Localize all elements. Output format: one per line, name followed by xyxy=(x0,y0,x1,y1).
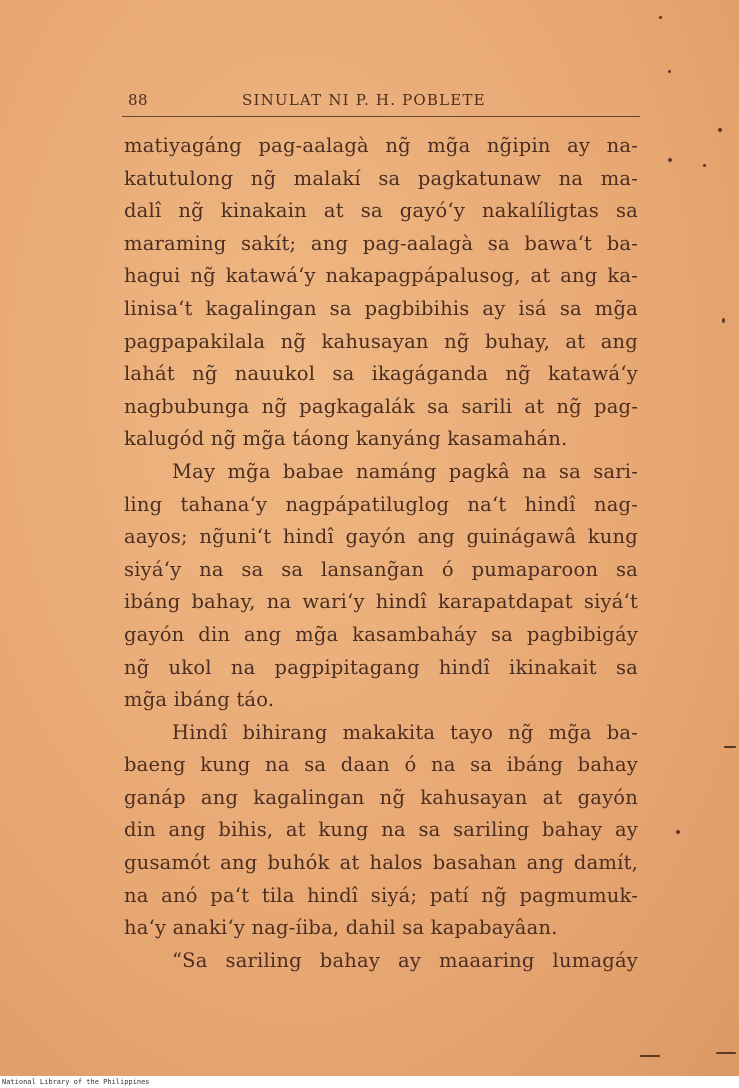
text-line: dalî ng̃ kinakain at sa gayó‘y nakalíligtas sa xyxy=(124,199,638,223)
text-line: linisa‘t kagalingan sa pagbibihis ay isá sa mg̃a xyxy=(124,296,638,320)
text-line: matiyagáng pag-aalagà ng̃ mg̃a ng̃ipin ay na- xyxy=(124,134,638,157)
text-line: ling tahana‘y nagpápatiluglog na‘t hindî nag- xyxy=(124,492,638,516)
text-line: pagpapakilala ng̃ kahusayan ng̃ buhay, at ang xyxy=(124,329,638,353)
page-number: 88 xyxy=(128,91,149,109)
text-line: “Sa sariling bahay ay maaaring lumagáy xyxy=(172,948,638,972)
paper-speck xyxy=(722,318,725,323)
text-line: hagui ng̃ katawá‘y nakapagpápalusog, at ang ka- xyxy=(124,264,638,288)
text-line: ng̃ ukol na pagpipitagang hindî ikinakait sa xyxy=(124,655,638,679)
body-text xyxy=(124,130,638,977)
paper-speck xyxy=(676,830,680,834)
text-line: siyá‘y na sa sa lansang̃an ó pumaparoon sa xyxy=(124,557,638,581)
text-line: maraming sakít; ang pag-aalagà sa bawa‘t ba- xyxy=(124,231,638,255)
paper-speck xyxy=(659,16,662,19)
text-line: ibáng bahay, na wari‘y hindî karapatdapat siyá‘t xyxy=(124,590,638,614)
text-line: Hindî bihirang makakita tayo ng̃ mg̃a ba- xyxy=(172,720,638,744)
text-line: katutulong ng̃ malakí sa pagkatunaw na ma- xyxy=(124,166,638,190)
paper-speck xyxy=(724,746,736,748)
text-line: ganáp ang kagalingan ng̃ kahusayan at gayón xyxy=(124,785,638,809)
text-line: mg̃a ibáng táo. xyxy=(124,688,275,712)
paper-speck xyxy=(703,164,706,167)
paper-speck xyxy=(718,128,722,132)
text-line: kalugód ng̃ mg̃a táong kanyáng kasamahán. xyxy=(124,427,568,451)
text-line: aayos; ng̃uni‘t hindî gayón ang guinágawâ kung xyxy=(124,525,638,549)
text-line: ha‘y anaki‘y nag-íiba, dahil sa kapabayâan. xyxy=(124,916,558,940)
library-credit: National Library of the Philippines xyxy=(2,1078,150,1086)
running-head: SINULAT NI P. H. POBLETE xyxy=(242,91,486,109)
text-line: din ang bihis, at kung na sa sariling bahay ay xyxy=(124,818,638,842)
paper-speck xyxy=(716,1052,736,1054)
text-line: gayón din ang mg̃a kasambaháy sa pagbibigáy xyxy=(124,622,638,646)
text-line: gusamót ang buhók at halos basahan ang damít, xyxy=(124,851,638,875)
text-line: baeng kung na sa daan ó na sa ibáng bahay xyxy=(124,753,638,777)
paper-speck xyxy=(668,158,672,162)
text-line: na anó pa‘t tila hindî siyá; patí ng̃ pagmumuk- xyxy=(124,883,638,907)
text-line: nagbubunga ng̃ pagkagalák sa sarili at ng̃ pag- xyxy=(124,394,638,418)
text-line: May mg̃a babae namáng pagkâ na sa sari- xyxy=(172,459,638,483)
text-line: lahát ng̃ nauukol sa ikagáganda ng̃ katawá‘y xyxy=(124,362,638,386)
library-credit-bar xyxy=(0,1076,739,1088)
paper-speck xyxy=(640,1055,660,1057)
page-header xyxy=(122,88,640,117)
paper-speck xyxy=(668,70,671,73)
